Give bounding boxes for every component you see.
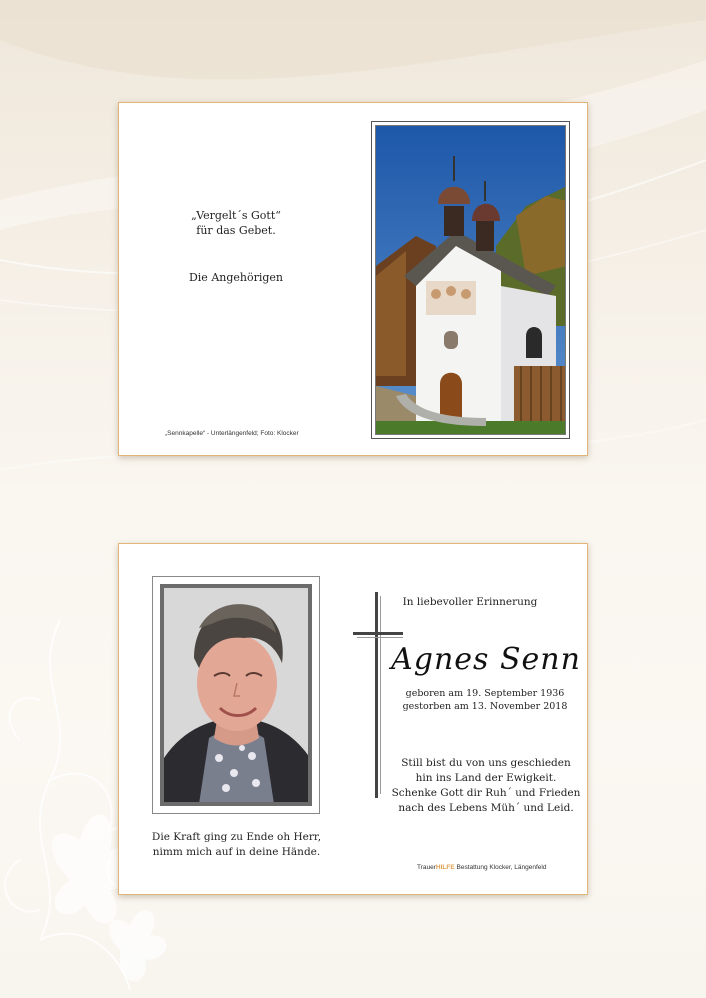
chapel-illustration [376,126,566,435]
death-date: gestorben am 13. November 2018 [402,701,568,712]
family-signature: Die Angehörigen [188,271,284,284]
thank-you-card [118,102,588,456]
in-memory-heading: In liebevoller Erinnerung [402,596,538,608]
poem-line-2: hin ins Land der Ewigkeit. [415,772,557,784]
footer-brand-b: HILFE [435,864,455,871]
memorial-card [118,543,588,895]
thanks-line-2: für das Gebet. [196,224,276,237]
footer-brand-a: Trauer [417,864,436,871]
quote-line-2: nimm mich auf in deine Hände. [152,846,321,858]
poem-line-3: Schenke Gott dir Ruh´ und Frieden [391,787,581,799]
chapel-photo-frame [371,121,570,439]
footer-text: Bestattung Klocker, Längenfeld [454,864,547,871]
deceased-name: Agnes Senn [391,642,581,677]
footer-credit [417,864,546,871]
quote-line-1: Die Kraft ging zu Ende oh Herr, [151,831,322,843]
poem-line-4: nach des Lebens Müh´ und Leid. [398,802,574,814]
photo-caption: „Sennkapelle“ - Unterlängenfeld; Foto: Klocker [165,430,299,437]
portrait-photo [160,584,312,806]
chapel-photo [375,125,566,435]
portrait-illustration [164,588,310,804]
thanks-line-1: „Vergelt´s Gott“ [191,209,281,222]
birth-date: geboren am 19. September 1936 [405,688,565,699]
portrait-frame [152,576,320,814]
poem-line-1: Still bist du von uns geschieden [401,757,571,769]
